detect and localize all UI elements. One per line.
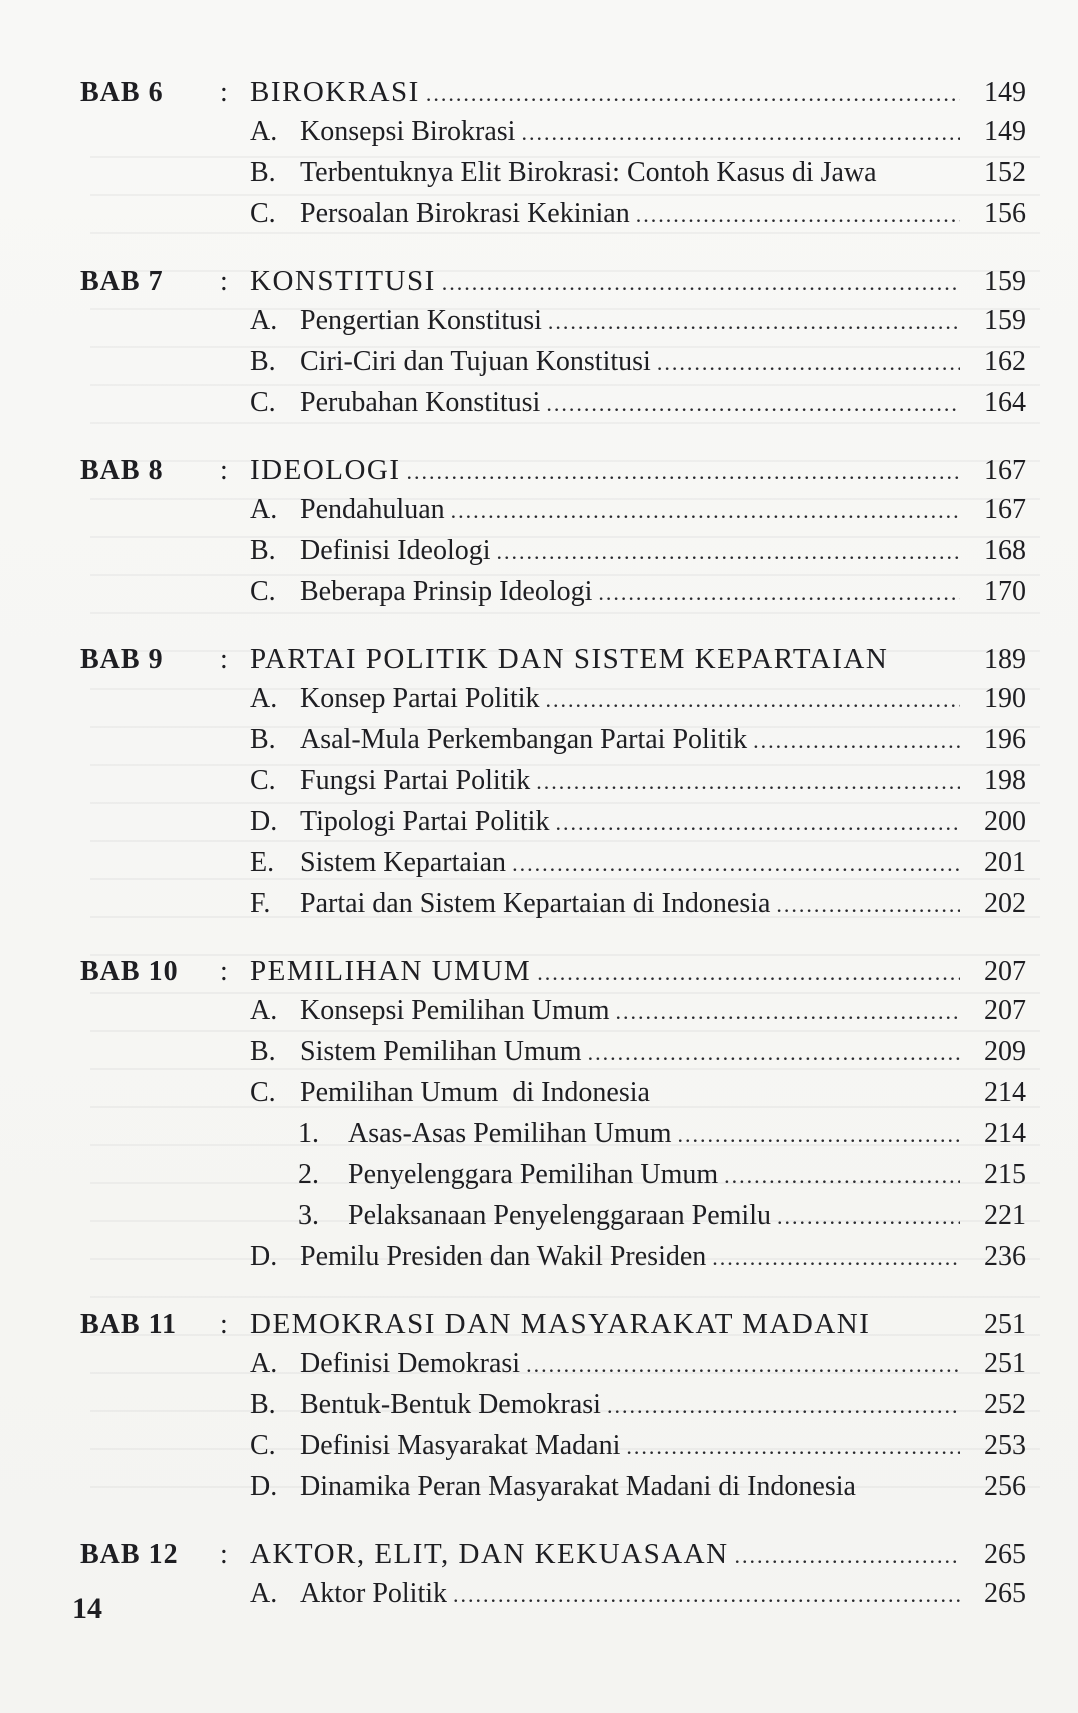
section-title: Dinamika Peran Masyarakat Madani di Indonesia <box>300 1471 856 1502</box>
section-page: 190 <box>984 683 1026 714</box>
section-page: 253 <box>984 1430 1026 1461</box>
section-page: 252 <box>984 1389 1026 1420</box>
subsection-title: Pelaksanaan Penyelenggaraan Pemilu <box>348 1200 771 1231</box>
section-page: 236 <box>984 1241 1026 1272</box>
chapter-colon: : <box>220 644 228 675</box>
chapter-label: BAB 11 <box>80 1309 178 1340</box>
dot-leader <box>712 1245 960 1271</box>
dot-leader <box>555 810 960 836</box>
dot-leader <box>724 1163 960 1189</box>
section-title: Asal-Mula Perkembangan Partai Politik <box>300 724 748 755</box>
dot-leader <box>657 350 960 376</box>
chapter-page: 265 <box>984 1539 1026 1570</box>
dot-leader <box>512 851 960 877</box>
section-entry <box>80 1578 1026 1619</box>
section-title: Tipologi Partai Politik <box>300 806 550 837</box>
chapter-label: BAB 8 <box>80 455 164 486</box>
section-title: Definisi Ideologi <box>300 535 491 566</box>
chapter-title: KONSTITUSI <box>250 265 436 297</box>
section-page: 156 <box>984 198 1026 229</box>
chapter-label: BAB 9 <box>80 644 164 675</box>
section-entry <box>80 1471 1026 1512</box>
section-letter: B. <box>250 1389 276 1420</box>
section-entry <box>80 1389 1026 1430</box>
section-page: 214 <box>984 1077 1026 1108</box>
section-title: Partai dan Sistem Kepartaian di Indonesia <box>300 888 771 919</box>
section-letter: C. <box>250 765 276 796</box>
chapter-colon: : <box>220 1539 228 1570</box>
section-page: 196 <box>984 724 1026 755</box>
section-title: Bentuk-Bentuk Demokrasi <box>300 1389 601 1420</box>
subsection-page: 214 <box>984 1118 1026 1149</box>
dot-leader <box>588 1040 960 1066</box>
section-title: Definisi Demokrasi <box>300 1348 521 1379</box>
section-entry <box>80 888 1026 929</box>
dot-leader <box>678 1122 960 1148</box>
section-letter: A. <box>250 1578 278 1609</box>
section-title: Sistem Kepartaian <box>300 847 507 878</box>
dot-leader <box>497 539 960 565</box>
section-entry <box>80 305 1026 346</box>
dot-leader <box>442 270 960 296</box>
chapter-heading <box>80 955 1026 995</box>
chapter-page: 207 <box>984 956 1026 987</box>
section-letter: B. <box>250 535 276 566</box>
chapter-heading <box>80 454 1026 494</box>
section-letter: D. <box>250 1241 278 1272</box>
table-of-contents <box>80 76 1026 1619</box>
dot-leader <box>521 120 960 146</box>
chapter-heading <box>80 1308 1026 1348</box>
section-entry <box>80 576 1026 617</box>
subsection-page: 221 <box>984 1200 1026 1231</box>
subsection-entry <box>80 1118 1026 1159</box>
subsection-number: 1. <box>298 1118 319 1149</box>
chapter-title: PARTAI POLITIK DAN SISTEM KEPARTAIAN <box>250 643 889 675</box>
dot-leader <box>526 1352 960 1378</box>
dot-leader <box>598 580 960 606</box>
chapter-label: BAB 6 <box>80 77 164 108</box>
dot-leader <box>607 1393 960 1419</box>
section-entry <box>80 1036 1026 1077</box>
chapter-heading <box>80 643 1026 683</box>
section-letter: B. <box>250 346 276 377</box>
section-letter: B. <box>250 1036 276 1067</box>
section-entry <box>80 683 1026 724</box>
dot-leader <box>616 999 960 1025</box>
dot-leader <box>451 498 960 524</box>
chapter-heading <box>80 76 1026 116</box>
chapter-heading <box>80 1538 1026 1578</box>
dot-leader <box>753 728 960 754</box>
section-letter: A. <box>250 683 278 714</box>
section-page: 207 <box>984 995 1026 1026</box>
subsection-page: 215 <box>984 1159 1026 1190</box>
section-title: Terbentuknya Elit Birokrasi: Contoh Kasus di Jawa <box>300 157 877 188</box>
subsection-number: 3. <box>298 1200 319 1231</box>
chapter-colon: : <box>220 956 228 987</box>
chapter-title: IDEOLOGI <box>250 454 401 486</box>
chapter-page: 159 <box>984 266 1026 297</box>
section-entry <box>80 1241 1026 1282</box>
chapter-label: BAB 7 <box>80 266 164 297</box>
section-page: 256 <box>984 1471 1026 1502</box>
section-page: 202 <box>984 888 1026 919</box>
section-title: Perubahan Konstitusi <box>300 387 541 418</box>
section-title: Pemilu Presiden dan Wakil Presiden <box>300 1241 707 1272</box>
subsection-title: Asas-Asas Pemilihan Umum <box>348 1118 672 1149</box>
section-letter: A. <box>250 1348 278 1379</box>
chapter-colon: : <box>220 455 228 486</box>
chapter-label: BAB 10 <box>80 956 179 987</box>
section-letter: A. <box>250 995 278 1026</box>
section-letter: A. <box>250 116 278 147</box>
chapter-page: 149 <box>984 77 1026 108</box>
chapter-page: 189 <box>984 644 1026 675</box>
chapter-colon: : <box>220 266 228 297</box>
dot-leader <box>407 459 960 485</box>
section-page: 168 <box>984 535 1026 566</box>
section-title: Definisi Masyarakat Madani <box>300 1430 621 1461</box>
dot-leader <box>546 391 960 417</box>
section-title: Fungsi Partai Politik <box>300 765 531 796</box>
section-entry <box>80 535 1026 576</box>
section-entry <box>80 806 1026 847</box>
section-title: Konsep Partai Politik <box>300 683 540 714</box>
chapter-colon: : <box>220 1309 228 1340</box>
dot-leader <box>735 1543 960 1569</box>
section-page: 251 <box>984 1348 1026 1379</box>
dot-leader <box>776 892 960 918</box>
section-title: Sistem Pemilihan Umum <box>300 1036 582 1067</box>
section-letter: B. <box>250 724 276 755</box>
chapter-page: 251 <box>984 1309 1026 1340</box>
section-page: 159 <box>984 305 1026 336</box>
dot-leader <box>537 960 960 986</box>
section-letter: F. <box>250 888 271 919</box>
chapter-heading <box>80 265 1026 305</box>
section-letter: C. <box>250 1430 276 1461</box>
section-letter: C. <box>250 198 276 229</box>
section-letter: E. <box>250 847 275 878</box>
section-entry <box>80 494 1026 535</box>
section-page: 149 <box>984 116 1026 147</box>
section-letter: D. <box>250 1471 278 1502</box>
section-entry <box>80 157 1026 198</box>
subsection-title: Penyelenggara Pemilihan Umum <box>348 1159 719 1190</box>
dot-leader <box>636 202 960 228</box>
section-page: 265 <box>984 1578 1026 1609</box>
section-title: Pendahuluan <box>300 494 445 525</box>
section-letter: C. <box>250 1077 276 1108</box>
section-page: 200 <box>984 806 1026 837</box>
dot-leader <box>548 309 960 335</box>
chapter-title: AKTOR, ELIT, DAN KEKUASAAN <box>250 1538 729 1570</box>
section-title: Konsepsi Birokrasi <box>300 116 516 147</box>
section-letter: C. <box>250 387 276 418</box>
section-page: 164 <box>984 387 1026 418</box>
chapter-page: 167 <box>984 455 1026 486</box>
section-page: 209 <box>984 1036 1026 1067</box>
section-letter: A. <box>250 494 278 525</box>
dot-leader <box>536 769 960 795</box>
section-entry <box>80 1077 1026 1118</box>
section-title: Beberapa Prinsip Ideologi <box>300 576 593 607</box>
section-title: Aktor Politik <box>300 1578 448 1609</box>
section-entry <box>80 346 1026 387</box>
chapter-title: BIROKRASI <box>250 76 420 108</box>
chapter-title: PEMILIHAN UMUM <box>250 955 532 987</box>
section-entry <box>80 1430 1026 1471</box>
section-page: 152 <box>984 157 1026 188</box>
page-number: 14 <box>72 1592 102 1625</box>
section-letter: C. <box>250 576 276 607</box>
section-letter: D. <box>250 806 278 837</box>
chapter-title: DEMOKRASI DAN MASYARAKAT MADANI <box>250 1308 871 1340</box>
chapter-colon: : <box>220 77 228 108</box>
section-title: Konsepsi Pemilihan Umum <box>300 995 610 1026</box>
section-entry <box>80 116 1026 157</box>
section-entry <box>80 724 1026 765</box>
section-entry <box>80 765 1026 806</box>
section-title: Ciri-Ciri dan Tujuan Konstitusi <box>300 346 651 377</box>
dot-leader <box>426 81 960 107</box>
section-entry <box>80 198 1026 239</box>
chapter-label: BAB 12 <box>80 1539 179 1570</box>
section-page: 201 <box>984 847 1026 878</box>
section-title: Pemilihan Umum di Indonesia <box>300 1077 650 1108</box>
section-title: Persoalan Birokrasi Kekinian <box>300 198 630 229</box>
subsection-entry <box>80 1159 1026 1200</box>
subsection-entry <box>80 1200 1026 1241</box>
dot-leader <box>453 1582 960 1608</box>
section-entry <box>80 847 1026 888</box>
section-page: 170 <box>984 576 1026 607</box>
section-letter: A. <box>250 305 278 336</box>
dot-leader <box>626 1434 960 1460</box>
section-page: 167 <box>984 494 1026 525</box>
section-page: 198 <box>984 765 1026 796</box>
section-letter: B. <box>250 157 276 188</box>
section-entry <box>80 387 1026 428</box>
section-page: 162 <box>984 346 1026 377</box>
section-title: Pengertian Konstitusi <box>300 305 542 336</box>
section-entry <box>80 1348 1026 1389</box>
dot-leader <box>777 1204 960 1230</box>
section-entry <box>80 995 1026 1036</box>
dot-leader <box>546 687 960 713</box>
subsection-number: 2. <box>298 1159 319 1190</box>
